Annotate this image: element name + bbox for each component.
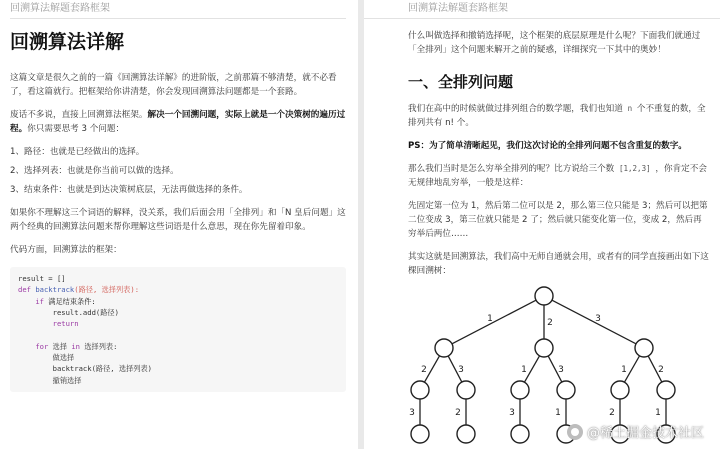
tree-node	[635, 339, 653, 357]
framework-text-post: 你只需要思考 3 个问题：	[27, 124, 125, 134]
framework-paragraph	[10, 108, 346, 136]
right-page	[364, 0, 720, 449]
watermark-text: @稀土掘金技术社区	[586, 426, 704, 441]
explanation-paragraph: 如果你不理解这三个词语的解释，没关系，我们后面会用「全排列」和「N 皇后问题」这两个经典的回溯算法问题来帮你理解这些词语是什么意思，现在你先留着印象。	[10, 208, 346, 232]
tree-edge-label: 2	[609, 408, 615, 418]
tree-node	[511, 381, 529, 399]
tree-node	[435, 339, 453, 357]
framework-bold-text: 解决一个回溯问题，实际上就是一个决策树的遍历过程。	[10, 110, 346, 134]
page-title: 回溯算法详解	[10, 31, 125, 53]
tree-edge-label: 3	[409, 408, 415, 418]
code-intro: 代码方面，回溯算法的框架：	[10, 245, 122, 255]
backtrack-tree-paragraph: 其实这就是回溯算法，我们高中无师自通就会用，或者有的同学直接画出如下这棵回溯树：	[408, 252, 709, 276]
watermark-logo-icon	[567, 424, 583, 440]
tree-edge-label: 1	[521, 365, 527, 375]
left-page	[0, 0, 358, 449]
tree-edge-label: 2	[658, 365, 664, 375]
list-item-end-condition: 3、结束条件：也就是到达决策树底层，无法再做选择的条件。	[10, 185, 248, 195]
tree-edge-label: 3	[595, 314, 601, 324]
tree-node	[611, 381, 629, 399]
tree-node	[535, 339, 553, 357]
tree-node	[657, 381, 675, 399]
tree-edge-label: 1	[555, 408, 561, 418]
fixing-digits-paragraph: 先固定第一位为 1，然后第二位可以是 2，那么第三位只能是 3；然后可以把第二位变成 3，第三位就只能是 2 了；然后就只能变化第一位，变成 2，然后再穷举后两位……	[408, 201, 708, 239]
tree-node	[457, 425, 475, 443]
inline-code-n: n	[627, 104, 633, 113]
tree-edge-label: 2	[421, 365, 427, 375]
right-running-header: 回溯算法解题套路框架	[364, 0, 720, 19]
tree-edge-label: 3	[458, 365, 464, 375]
list-item-choices: 2、选择列表：也就是你当前可以做的选择。	[10, 166, 179, 176]
enumeration-paragraph: 那么我们当时是怎么穷举全排列的呢？比方说给三个数 [1,2,3] ，你肯定不会无规律地乱穷举，一般是这样：	[408, 164, 707, 188]
ps-note: PS：为了简单清晰起见，我们这次讨论的全排列问题不包含重复的数字。	[408, 141, 687, 151]
tree-node	[411, 381, 429, 399]
list-item-path: 1、路径：也就是已经做出的选择。	[10, 147, 145, 157]
framework-text-pre: 废话不多说，直接上回溯算法框架。	[10, 110, 148, 120]
tree-edge-label: 2	[455, 408, 461, 418]
tree-node	[557, 381, 575, 399]
tree-edge	[552, 300, 636, 344]
permutation-paragraph: 我们在高中的时候就做过排列组合的数学题，我们也知道 n 个不重复的数，全排列共有 n! 个。	[408, 104, 706, 128]
tree-edge	[452, 300, 536, 344]
tree-node	[535, 287, 553, 305]
code-block: result = [] def backtrack(路径, 选择列表): if 满足结束条件: result.add(路径) return for 选择 in 选择列表: 做选择 backtrack(路径, 选择列表) 撤销选择	[10, 267, 346, 392]
tree-edge-label: 3	[509, 408, 515, 418]
section-title: 一、全排列问题	[408, 73, 514, 91]
right-intro-paragraph: 什么叫做选择和撤销选择呢，这个框架的底层原理是什么呢？下面我们就通过「全排列」这个问题来解开之前的疑惑，详细探究一下其中的奥妙！	[408, 31, 701, 55]
tree-node	[511, 425, 529, 443]
tree-node	[411, 425, 429, 443]
tree-edge-label: 2	[547, 318, 553, 328]
intro-paragraph: 这篇文章是很久之前的一篇《回溯算法详解》的进阶版，之前那篇不够清楚，就不必看了，看这篇就行。把框架给你讲清楚，你会发现回溯算法问题都是一个套路。	[10, 73, 337, 97]
tree-edge-label: 3	[558, 365, 564, 375]
watermark	[567, 422, 704, 441]
tree-edge-label: 1	[487, 314, 493, 324]
tree-edge-label: 1	[655, 408, 661, 418]
inline-code-array: [1,2,3]	[619, 164, 651, 173]
tree-node	[457, 381, 475, 399]
tree-edge-label: 1	[621, 365, 627, 375]
left-running-header: 回溯算法解题套路框架	[10, 0, 346, 19]
